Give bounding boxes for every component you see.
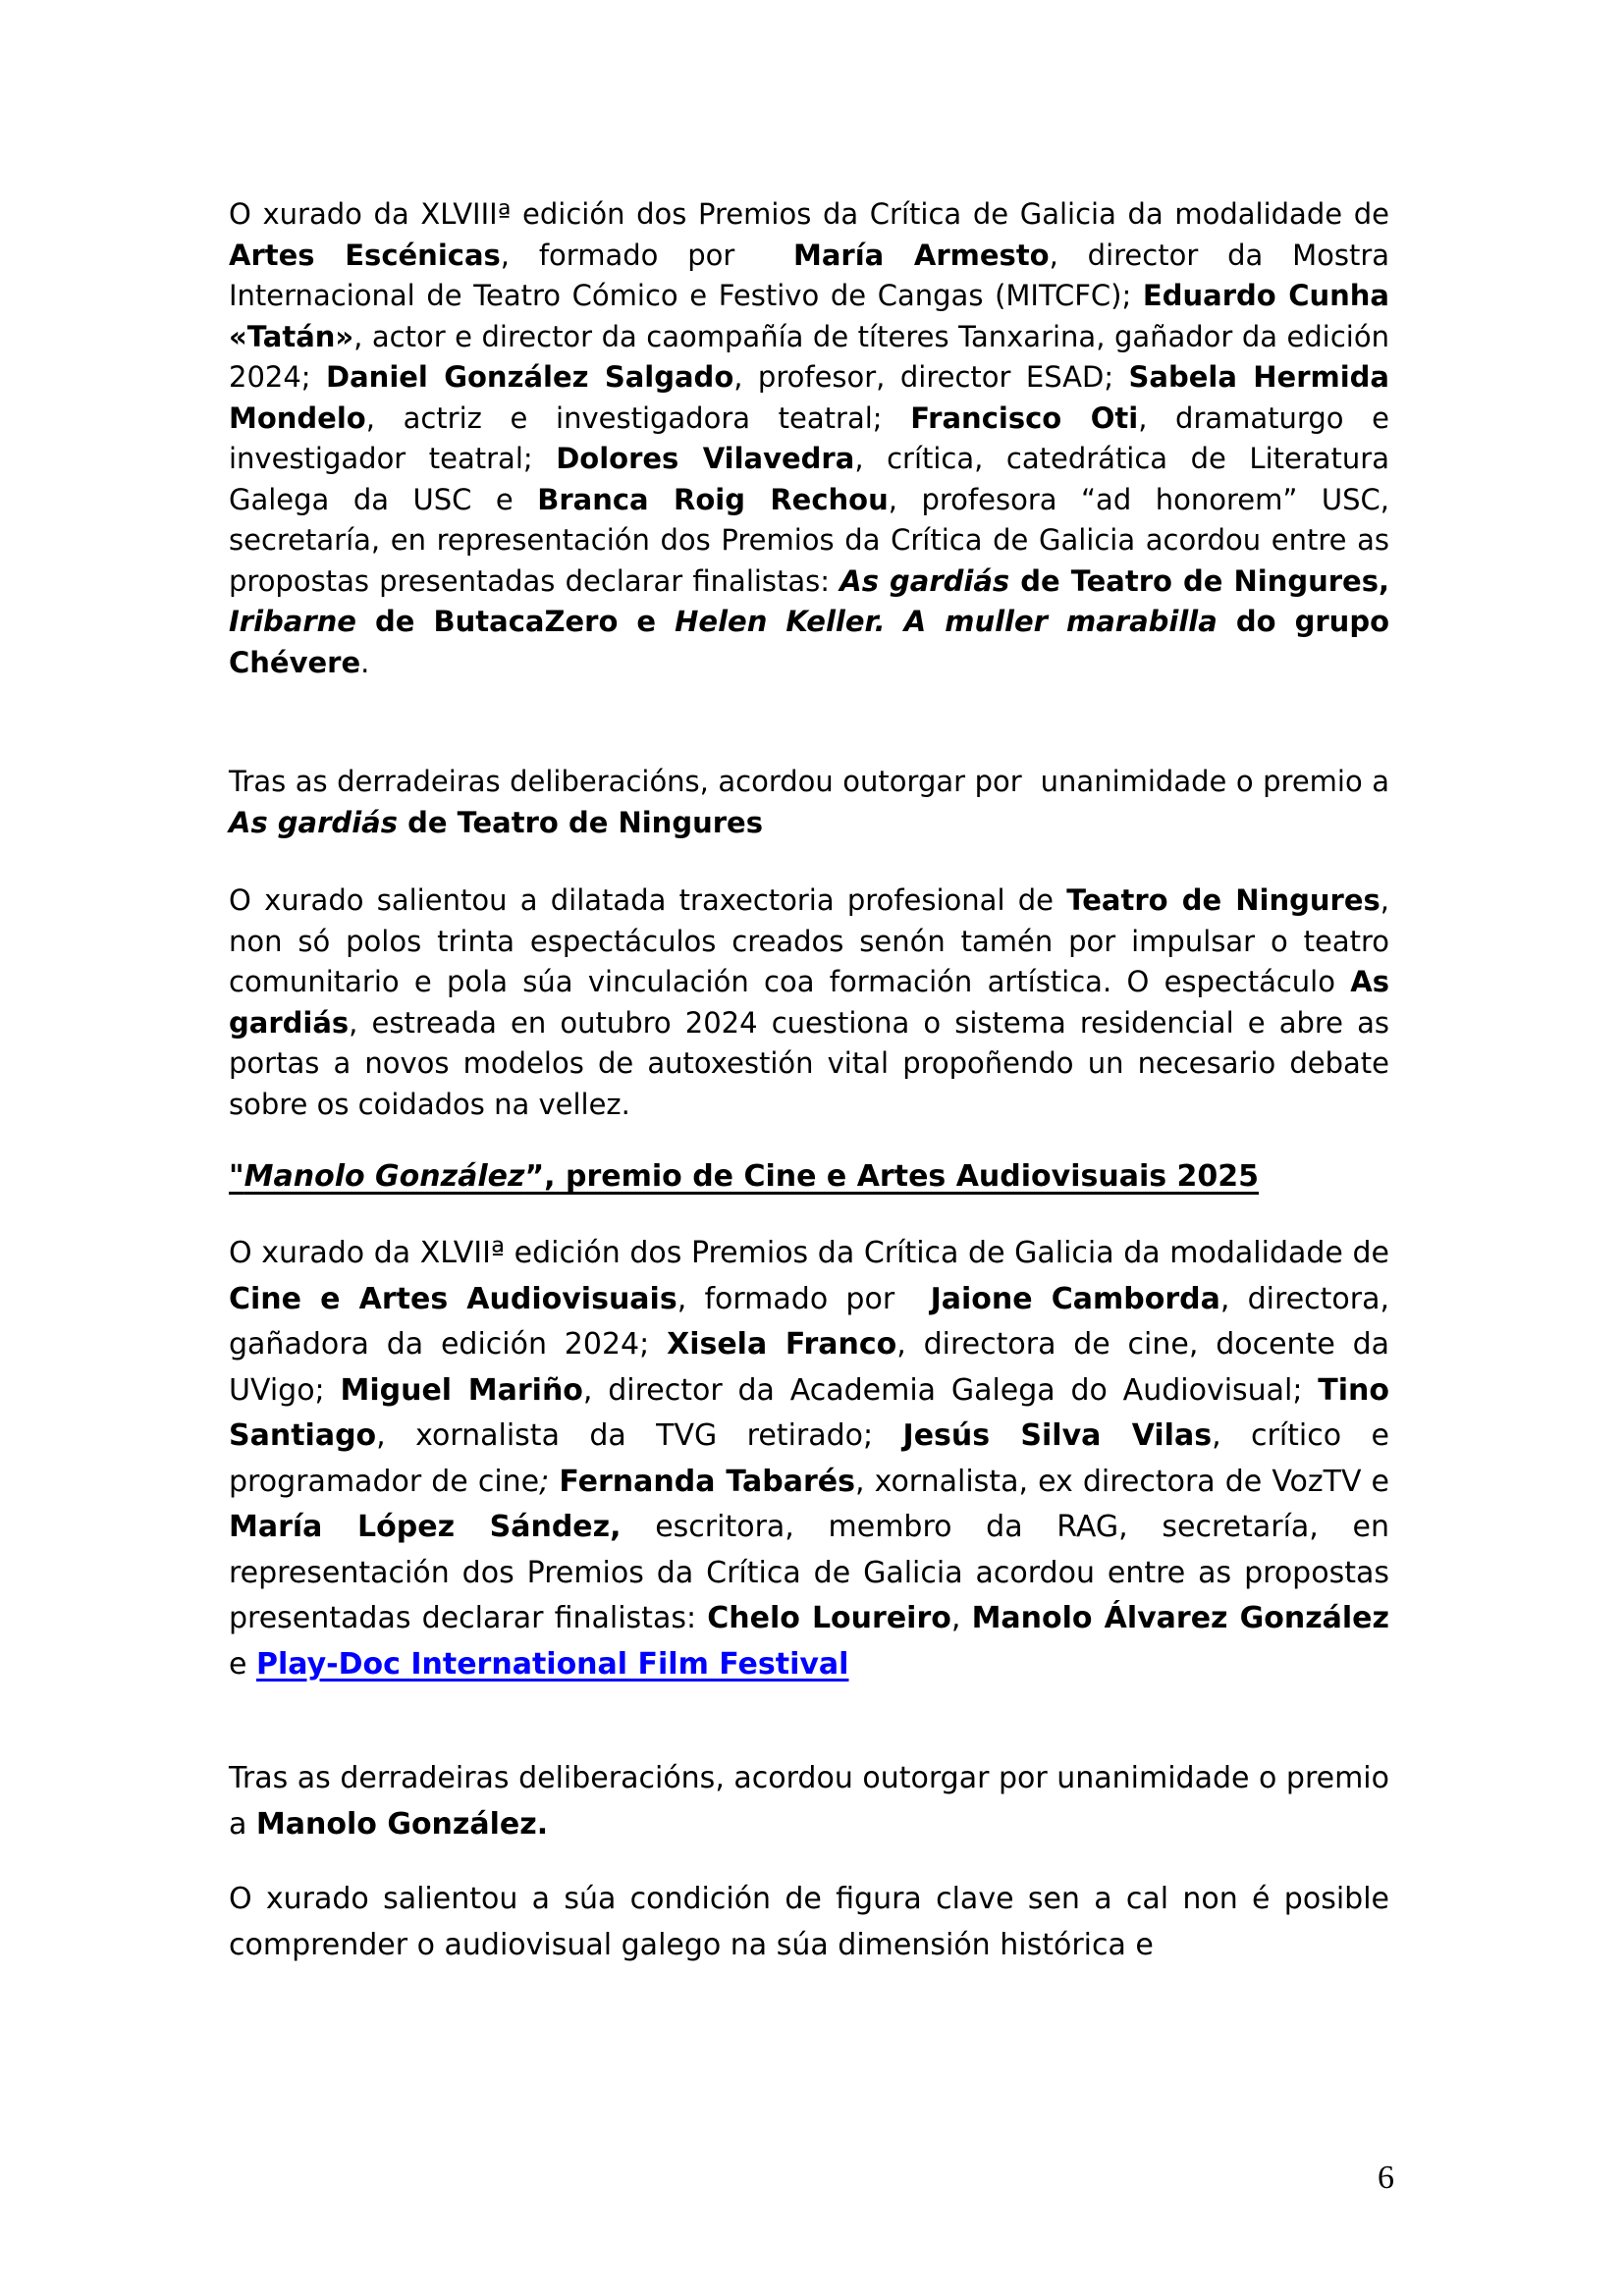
paragraph-artes-escenicas-premio <box>229 762 1389 843</box>
text-run: Chelo Loureiro <box>707 1601 951 1635</box>
text-run: Tras as derradeiras deliberacións, acordou outorgar por unanimidade o premio a <box>229 765 1389 798</box>
text-run: , profesor, director ESAD; <box>733 360 1129 394</box>
text-run <box>549 1465 559 1499</box>
text-run: María López Sández, <box>229 1510 622 1544</box>
text-run: , directora de cine, docente da UVigo; <box>229 1327 1390 1408</box>
text-run: , estreada en outubro 2024 cuestiona o sistema residencial e abre as portas a novos modelos de autoxestión vital propoñendo un necesario debate sobre os coidados na vellez. <box>229 1005 1389 1121</box>
text-run: , formado por <box>500 238 793 272</box>
text-run: e <box>229 1646 256 1682</box>
text-run: , dramaturgo e investigador teatral; <box>229 400 1389 475</box>
text-run: Xisela Franco <box>667 1327 897 1362</box>
text-run: Manolo González. <box>255 1806 549 1842</box>
text-run: Teatro de Ningures <box>1066 883 1380 917</box>
text-run: As gardiás <box>229 805 398 839</box>
text-run: Branca Roig Rechou <box>537 482 889 516</box>
text-run: , actriz e investigadora teatral; <box>365 400 911 435</box>
text-run: O xurado salientou a dilatada traxectoria profesional de <box>229 883 1067 917</box>
text-run: , actor e director da caompañía de títeres Tanxarina, gañador da edición 2024; <box>229 319 1389 394</box>
text-run: ; <box>539 1464 550 1499</box>
page-number: 6 <box>1378 2160 1394 2196</box>
text-run: Eduardo Cunha «Tatán» <box>229 279 1389 353</box>
text-run: Artes Escénicas <box>229 238 501 272</box>
text-run: Jesús Silva Vilas <box>902 1418 1213 1453</box>
paragraph-cine-xurado <box>229 1231 1389 1687</box>
text-run: Fernanda Tabarés <box>559 1464 855 1499</box>
text-run: Manolo Álvarez González <box>971 1601 1389 1635</box>
text-run: Sabela Hermida Mondelo <box>229 360 1389 435</box>
text-run: Iribarne <box>229 605 356 638</box>
paragraph-cine-premio <box>229 1756 1389 1847</box>
text-run: Jaione Camborda <box>930 1281 1220 1316</box>
text-run: As gardiás <box>229 965 1389 1040</box>
text-run: escritora, membro da RAG, secretaría, en representación dos Premios da Crítica de Galicia acordou entre as propostas presentadas declarar finalistas: <box>229 1510 1389 1635</box>
text-run: , directora, gañadora da edición 2024; <box>229 1281 1390 1362</box>
text-run: de Teatro de Ningures <box>397 805 763 839</box>
text-run: O xurado da XLVIIIª edición dos Premios da Crítica de Galicia da modalidade de <box>229 197 1389 231</box>
heading-cine-artes-audiovisuais <box>229 1154 1389 1200</box>
text-run: , crítica, catedrática de Literatura Galega da USC e <box>229 442 1389 516</box>
play-doc-link[interactable]: Play-Doc International Film Festival <box>256 1646 849 1682</box>
text-run: Daniel González Salgado <box>326 360 734 394</box>
text-run: Dolores Vilavedra <box>556 442 855 475</box>
text-run: , <box>950 1601 972 1635</box>
text-run: Helen Keller. A muller marabilla <box>675 605 1218 638</box>
text-run: Francisco Oti <box>910 400 1139 435</box>
text-run: " <box>229 1159 244 1194</box>
text-run: , non só polos trinta espectáculos creados senón tamén por impulsar o teatro comunitario e pola súa vinculación coa formación artística. O espectáculo <box>229 883 1389 998</box>
text-column <box>229 194 1389 1968</box>
text-run: , formado por <box>677 1281 931 1316</box>
paragraph-artes-escenicas-xurado <box>229 194 1389 683</box>
text-run: , profesora “ad honorem” USC, secretaría, en representación dos Premios da Crítica de Galicia acordou entre as propostas presentadas declarar finalistas: <box>229 482 1389 598</box>
text-run: , director da Academia Galega do Audiovisual; <box>582 1372 1319 1408</box>
text-run: , director da Mostra Internacional de Teatro Cómico e Festivo de Cangas (MITCFC); <box>229 238 1390 312</box>
text-run: de Teatro de Ningures, <box>1009 563 1389 598</box>
text-run: , xornalista da TVG retirado; <box>376 1418 903 1453</box>
text-run: ”, premio de Cine e Artes Audiovisuais 2025 <box>524 1159 1260 1194</box>
paragraph-cine-motivacion <box>229 1877 1389 1968</box>
text-run: , crítico e programador de cine <box>229 1418 1389 1499</box>
text-run: , xornalista, ex directora de VozTV e <box>855 1464 1390 1499</box>
text-run: Tras as derradeiras deliberacións, acordou outorgar por unanimidade o premio a <box>229 1761 1389 1842</box>
text-run: María Armesto <box>792 238 1050 272</box>
text-run: Tino Santiago <box>229 1372 1390 1453</box>
text-run: . <box>360 645 370 679</box>
text-run: Manolo González <box>244 1159 525 1194</box>
text-run: O xurado salientou a súa condición de figura clave sen a cal non é posible comprender o audiovisual galego na súa dimensión histórica e <box>229 1882 1389 1962</box>
text-run: As gardiás <box>839 563 1010 598</box>
text-run: Cine e Artes Audiovisuais <box>229 1281 677 1316</box>
text-run: de ButacaZero e <box>355 605 676 638</box>
text-run: do grupo Chévere <box>229 605 1390 679</box>
paragraph-artes-escenicas-motivacion <box>229 881 1389 1125</box>
text-run: Miguel Mariño <box>340 1372 583 1408</box>
text-run: O xurado da XLVIIª edición dos Premios da Crítica de Galicia da modalidade de <box>229 1236 1389 1270</box>
